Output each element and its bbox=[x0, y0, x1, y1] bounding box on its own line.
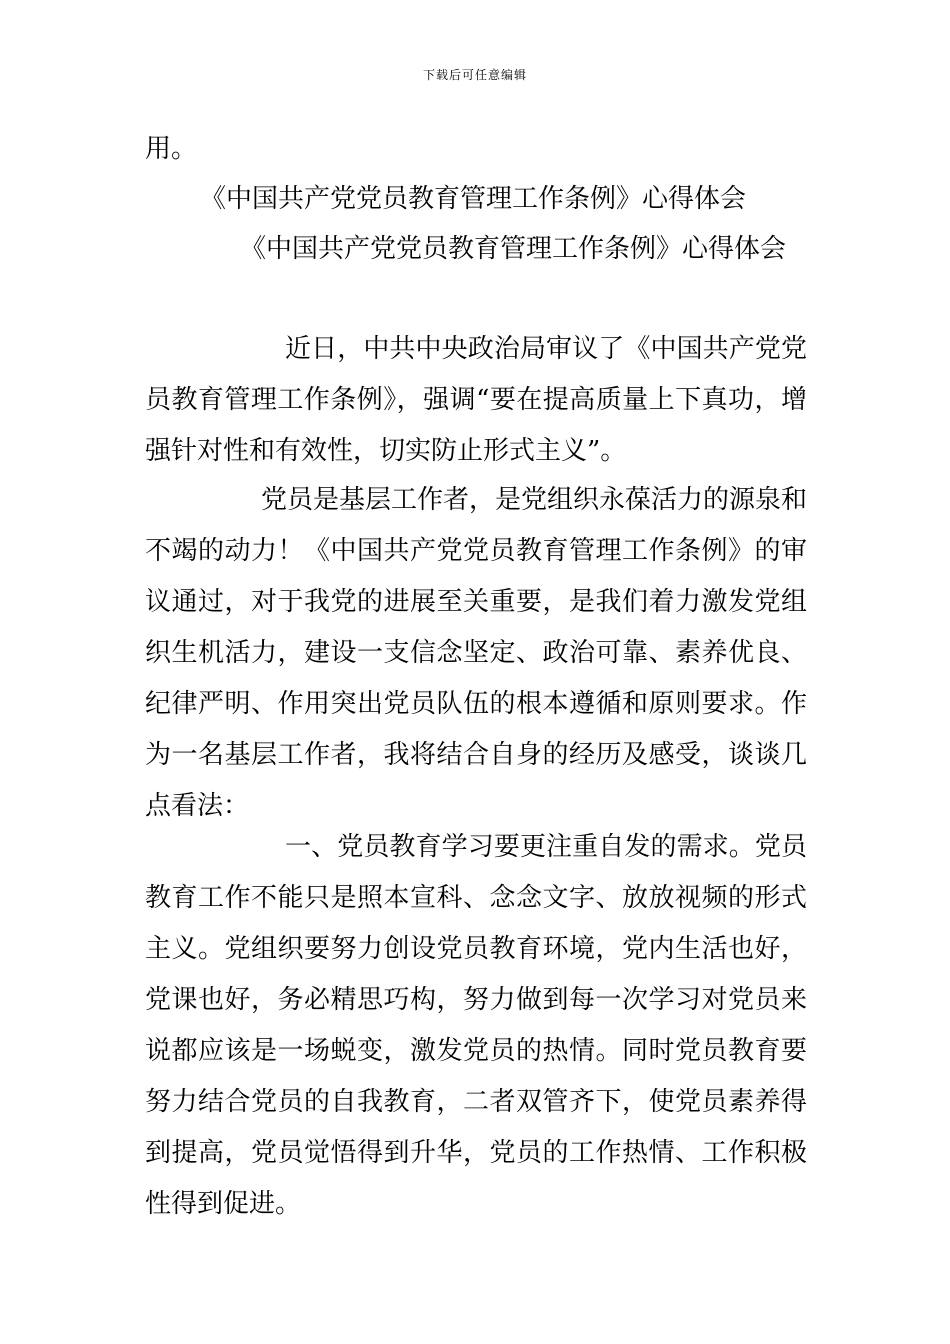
paragraph-intro: 近日，中共中央政治局审议了《中国共产党党员教育管理工作条例》，强调“要在提高质量上下真功，增强针对性和有效性，切实防止形式主义”。 bbox=[145, 334, 807, 466]
header-note: 下载后可任意编辑 bbox=[422, 68, 527, 82]
document-title: 《中国共产党党员教育管理工作条例》心得体会 bbox=[200, 184, 747, 214]
paragraph-background: 党员是基层工作者，是党组织永葆活力的源泉和不竭的动力！《中国共产党党员教育管理工作条例》的审议通过，对于我党的进展至关重要，是我们着力激发党组织生机活力，建设一支信念坚定、政治可靠、素养优良、纪律严明、作用突出党员队伍的根本遵循和原则要求。作为一名基层工作者，我将结合自身的经历及感受，谈谈几点看法： bbox=[145, 485, 808, 821]
paragraph-point-one: 一、党员教育学习要更注重自发的需求。党员教育工作不能只是照本宣科、念念文字、放放视频的形式主义。党组织要努力创设党员教育环境，党内生活也好，党课也好，务必精思巧构，努力做到每一次学习对党员来说都应该是一场蜕变，激发党员的热情。同时党员教育要努力结合党员的自我教育，二者双管齐下，使党员素养得到提高，党员觉悟得到升华，党员的工作热情、工作积极性得到促进。 bbox=[145, 832, 807, 1219]
continuation-text: 用。 bbox=[145, 134, 198, 164]
document-subtitle: 《中国共产党党员教育管理工作条例》心得体会 bbox=[240, 234, 787, 264]
